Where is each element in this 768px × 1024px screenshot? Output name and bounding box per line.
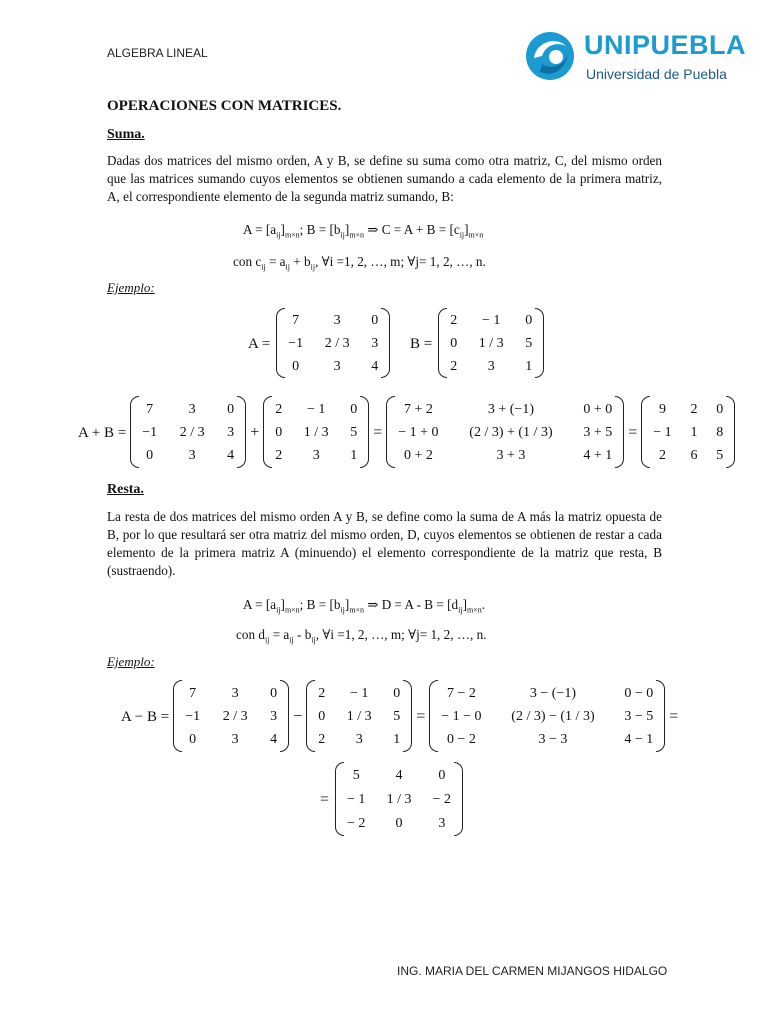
bracket-left: [335, 762, 344, 836]
matrix-cell: 5: [352, 768, 360, 783]
sum-matrix-B: [263, 396, 369, 470]
bracket-left: [130, 396, 139, 468]
matrix-cell: 0 + 0: [583, 401, 613, 417]
university-logo: [520, 24, 747, 94]
bracket-right: [535, 308, 544, 378]
matrix-cell: 3 − (−1): [529, 685, 576, 701]
matrix-B-row: [410, 308, 544, 380]
matrix-cell: 4 − 1: [624, 732, 654, 748]
bracket-left: [438, 308, 447, 378]
matrix-cell: − 1 − 0: [441, 708, 482, 724]
sum-equation: [78, 396, 735, 470]
matrix-cell: − 1: [653, 424, 672, 440]
suma-example-label: Ejemplo:: [107, 280, 155, 295]
matrix-cell: 3: [371, 335, 379, 351]
matrix-cell: 3 − 3: [538, 732, 568, 748]
matrix-cell: 2: [450, 313, 458, 329]
matrix-cell: 3 − 5: [624, 708, 654, 724]
matrix-cell: 2: [450, 358, 458, 374]
matrix-cell: 3: [227, 424, 235, 440]
matrix-cell: 8: [716, 424, 724, 440]
diff-matrix-A: [173, 680, 289, 754]
unipuebla-emblem-icon: [520, 24, 580, 86]
matrix-cell: − 2: [432, 792, 452, 807]
matrix-cell: 4: [270, 732, 278, 748]
matrix-cell: 0: [146, 448, 154, 464]
bracket-right: [381, 308, 390, 378]
matrix-A-row: [248, 308, 390, 380]
bracket-left: [386, 396, 395, 468]
resta-formula-condition: con $d_{ij} = a_{ij} - b_{ij}$, ∀i =1, 2, …, m; ∀j= 1, 2, …, n.: [236, 627, 487, 645]
plus-sign: +: [250, 424, 260, 441]
suma-formula-definition: $A = [a_{ij}]_{m\times n}$; $B = [b_{ij}]_{m\times n}$ ⇒ $C = A + B = [c_{ij}]_{m\times n}$: [243, 222, 484, 240]
matrix-cell: 4: [371, 358, 379, 374]
sum-matrix-result: [641, 396, 735, 470]
equals-sign: =: [320, 791, 330, 808]
matrix-cell: −1: [185, 708, 201, 724]
matrix-cell: 1: [525, 358, 533, 374]
matrix-cell: 1 / 3: [478, 335, 504, 351]
matrix-cell: 3: [188, 401, 196, 417]
bracket-left: [263, 396, 272, 468]
matrix-B: [438, 308, 544, 380]
matrix-cell: 2: [318, 685, 326, 701]
label-sum: A + B =: [78, 424, 127, 441]
matrix-cell: 5: [525, 335, 533, 351]
matrix-cell: 0: [395, 816, 403, 831]
diff-equation: [121, 680, 678, 754]
matrix-cell: 3 + 5: [583, 424, 613, 440]
matrix-cell: 7: [292, 313, 300, 329]
matrix-cell: 2: [318, 732, 326, 748]
matrix-cell: 0: [318, 708, 326, 724]
matrix-cell: 7 − 2: [446, 685, 476, 701]
matrix-grid: [344, 762, 454, 838]
matrix-cell: 3: [231, 685, 239, 701]
matrix-cell: 1 / 3: [386, 792, 412, 807]
matrix-grid: [438, 680, 656, 754]
matrix-grid: [650, 396, 726, 470]
sum-matrix-expanded: [386, 396, 624, 470]
matrix-cell: 3: [355, 732, 363, 748]
course-header: ALGEBRA LINEAL: [107, 46, 208, 60]
matrix-cell: 0: [450, 335, 458, 351]
matrix-cell: 1 / 3: [346, 708, 372, 724]
matrix-cell: 1: [393, 732, 401, 748]
matrix-cell: 0: [270, 685, 278, 701]
matrix-cell: 7: [189, 685, 197, 701]
matrix-cell: 3: [231, 732, 239, 748]
matrix-cell: 3: [487, 358, 495, 374]
matrix-cell: 1 / 3: [303, 424, 329, 440]
matrix-grid: [447, 308, 535, 380]
matrix-cell: 1: [350, 448, 358, 464]
matrix-cell: − 1: [482, 313, 501, 329]
diff-matrix-expanded: [429, 680, 665, 754]
matrix-grid: [285, 308, 381, 380]
matrix-cell: 0: [275, 424, 283, 440]
bracket-left: [276, 308, 285, 378]
matrix-grid: [182, 680, 280, 754]
resta-example-label: Ejemplo:: [107, 654, 155, 669]
matrix-cell: 5: [350, 424, 358, 440]
matrix-cell: − 1: [347, 792, 366, 807]
matrix-cell: 9: [658, 401, 666, 417]
sum-matrix-A: [130, 396, 246, 470]
matrix-cell: 3: [188, 448, 196, 464]
bracket-left: [429, 680, 438, 752]
matrix-cell: 7 + 2: [403, 401, 433, 417]
matrix-grid: [315, 680, 403, 754]
matrix-A: [276, 308, 390, 380]
matrix-cell: 1: [690, 424, 698, 440]
matrix-cell: 0: [525, 313, 533, 329]
matrix-cell: 2: [690, 401, 698, 417]
matrix-cell: 0: [292, 358, 300, 374]
matrix-cell: 3: [333, 313, 341, 329]
page-title: OPERACIONES CON MATRICES.: [107, 98, 342, 114]
suma-paragraph: Dadas dos matrices del mismo orden, A y B, se define su suma como otra matriz, C, del mismo orden que las matrices sumando cuyos elementos se obtienen sumando a cada elemento de la primera matriz, A, el correspondiente elemento de la segunda matriz sumando, B:: [107, 153, 662, 204]
matrix-cell: −1: [142, 424, 158, 440]
bracket-right: [280, 680, 289, 752]
bracket-left: [306, 680, 315, 752]
matrix-cell: 3: [333, 358, 341, 374]
matrix-cell: 3: [270, 708, 278, 724]
bracket-right: [360, 396, 369, 468]
equals-sign: =: [628, 424, 638, 441]
resta-paragraph: La resta de dos matrices del mismo orden A y B, se define como la suma de A más la matriz opuesta de B, por lo que resultará ser otra matriz del mismo orden, D, cuyos elementos se obtienen de restar a cada elemento de la primera matriz A (minuendo) el elemento correspondiente de la matriz que resta, B (sustraendo).: [107, 509, 662, 578]
matrix-cell: − 1: [350, 685, 369, 701]
matrix-cell: − 1 + 0: [398, 424, 439, 440]
matrix-cell: 0: [438, 768, 446, 783]
matrix-cell: 6: [690, 448, 698, 464]
matrix-cell: − 2: [347, 816, 366, 831]
bracket-right: [726, 396, 735, 468]
matrix-cell: 0: [716, 401, 724, 417]
matrix-cell: (2 / 3) − (1 / 3): [511, 708, 595, 724]
matrix-cell: 3 + (−1): [487, 401, 534, 417]
bracket-right: [403, 680, 412, 752]
label-B: B =: [410, 335, 433, 352]
label-diff: A − B =: [121, 708, 170, 725]
bracket-right: [656, 680, 665, 752]
section-heading-suma: Suma.: [107, 127, 145, 142]
diff-result-equation: [320, 762, 463, 838]
bracket-left: [641, 396, 650, 468]
matrix-cell: 3: [312, 448, 320, 464]
matrix-grid: [139, 396, 237, 470]
equals-sign: =: [416, 708, 426, 725]
matrix-cell: 5: [716, 448, 724, 464]
logo-name: UNIPUEBLA: [584, 30, 747, 60]
matrix-cell: (2 / 3) + (1 / 3): [469, 424, 553, 440]
matrix-cell: 2: [275, 448, 283, 464]
matrix-cell: 7: [146, 401, 154, 417]
matrix-cell: 2: [658, 448, 666, 464]
bracket-right: [237, 396, 246, 468]
matrix-cell: 0 − 2: [446, 732, 476, 748]
matrix-cell: −1: [288, 335, 304, 351]
matrix-cell: 0: [189, 732, 197, 748]
matrix-grid: [395, 396, 615, 470]
matrix-cell: 4: [395, 768, 403, 783]
matrix-cell: 4 + 1: [583, 448, 613, 464]
matrix-cell: 2 / 3: [179, 424, 205, 440]
matrix-cell: 0 − 0: [624, 685, 654, 701]
equals-sign: =: [669, 708, 679, 725]
diff-matrix-B: [306, 680, 412, 754]
section-heading-resta: Resta.: [107, 482, 144, 497]
diff-matrix-result: [335, 762, 463, 838]
matrix-cell: − 1: [307, 401, 326, 417]
minus-sign: −: [293, 708, 303, 725]
matrix-cell: 3 + 3: [496, 448, 526, 464]
logo-subtitle: Universidad de Puebla: [586, 66, 727, 82]
bracket-right: [615, 396, 624, 468]
matrix-cell: 3: [438, 816, 446, 831]
bracket-left: [173, 680, 182, 752]
label-A: A =: [248, 335, 271, 352]
matrix-cell: 2 / 3: [324, 335, 350, 351]
resta-formula-definition: $A = [a_{ij}]_{m\times n}$; $B = [b_{ij}]_{m\times n}$ ⇒ $D = A - B = [d_{ij}]_{m\times n}$.: [243, 597, 486, 615]
matrix-cell: 4: [227, 448, 235, 464]
matrix-cell: 0: [227, 401, 235, 417]
matrix-cell: 2: [275, 401, 283, 417]
footer-author: ING. MARIA DEL CARMEN MIJANGOS HIDALGO: [397, 964, 668, 978]
matrix-cell: 0 + 2: [403, 448, 433, 464]
matrix-cell: 0: [371, 313, 379, 329]
equals-sign: =: [373, 424, 383, 441]
matrix-grid: [272, 396, 360, 470]
bracket-right: [454, 762, 463, 836]
matrix-cell: 0: [350, 401, 358, 417]
matrix-cell: 2 / 3: [222, 708, 248, 724]
matrix-cell: 0: [393, 685, 401, 701]
suma-formula-condition: con $c_{ij} = a_{ij} + b_{ij}$, ∀i =1, 2, …, m; ∀j= 1, 2, …, n.: [233, 254, 486, 272]
matrix-cell: 5: [393, 708, 401, 724]
